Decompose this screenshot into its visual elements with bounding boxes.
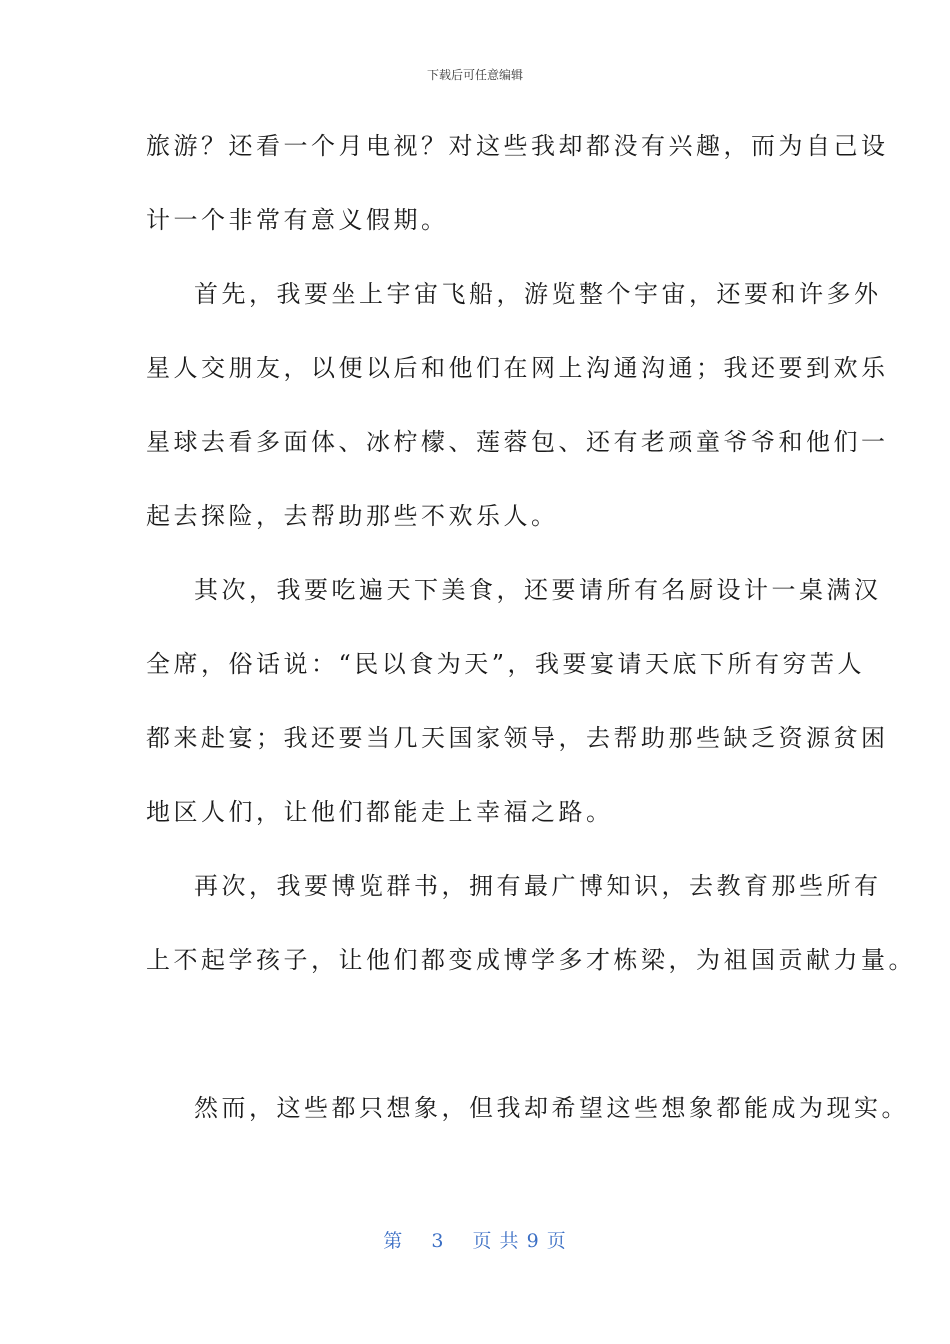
footer-suffix: 页 bbox=[546, 1230, 567, 1252]
paragraph-line: 起去探险，去帮助那些不欢乐人。 bbox=[146, 502, 559, 530]
footer-middle: 页 共 bbox=[472, 1230, 520, 1252]
paragraph-line: 地区人们，让他们都能走上幸福之路。 bbox=[146, 798, 614, 826]
paragraph-line: 计一个非常有意义假期。 bbox=[146, 206, 449, 234]
paragraph-line: 都来赴宴；我还要当几天国家领导，去帮助那些缺乏资源贫困 bbox=[146, 724, 889, 752]
paragraph-line: 再次，我要博览群书，拥有最广博知识，去教育那些所有 bbox=[194, 872, 882, 900]
page-header: 下载后可任意编辑 bbox=[426, 68, 523, 82]
paragraph-line: 全席，俗话说：“民以食为天”，我要宴请天底下所有穷苦人 bbox=[146, 650, 866, 678]
paragraph-line: 其次，我要吃遍天下美食，还要请所有名厨设计一桌满汉 bbox=[194, 576, 882, 604]
footer-prefix: 第 bbox=[383, 1230, 404, 1252]
paragraph-line: 旅游？还看一个月电视？对这些我却都没有兴趣，而为自己设 bbox=[146, 132, 889, 160]
paragraph-line: 首先，我要坐上宇宙飞船，游览整个宇宙，还要和许多外 bbox=[194, 280, 882, 308]
page-footer bbox=[0, 1226, 950, 1253]
paragraph-line: 星人交朋友，以便以后和他们在网上沟通沟通；我还要到欢乐 bbox=[146, 354, 889, 382]
paragraph-line: 星球去看多面体、冰柠檬、莲蓉包、还有老顽童爷爷和他们一 bbox=[146, 428, 889, 456]
paragraph-line: 上不起学孩子，让他们都变成博学多才栋梁，为祖国贡献力量。 bbox=[146, 946, 916, 974]
footer-total-pages: 9 bbox=[526, 1230, 540, 1252]
paragraph-line: 然而，这些都只想象，但我却希望这些想象都能成为现实。 bbox=[194, 1094, 909, 1122]
footer-current-page: 3 bbox=[431, 1230, 445, 1252]
